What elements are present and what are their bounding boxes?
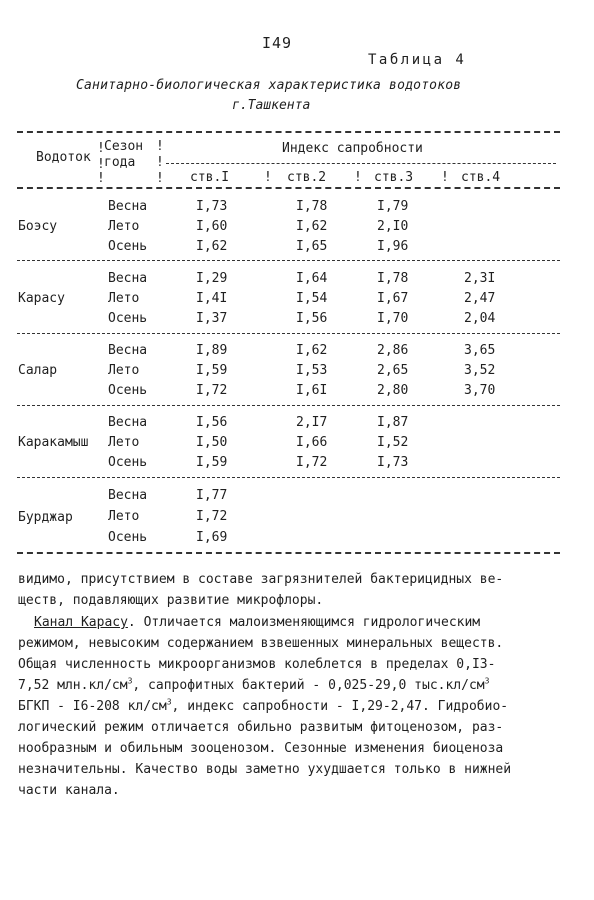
value-cell: I,78: [296, 199, 328, 214]
value-cell: 2,80: [377, 383, 409, 398]
header-separator: !: [156, 155, 164, 170]
header-st3: ств.3: [374, 170, 414, 185]
section-heading: Канал Карасу: [34, 615, 128, 630]
text-line: ществ, подавляющих развитие микрофлоры.: [18, 593, 324, 608]
value-cell: I,52: [377, 435, 409, 450]
season: Осень: [108, 311, 148, 326]
header-st1: ств.I: [190, 170, 230, 185]
value-cell: I,72: [196, 509, 228, 524]
text-run: . Отличается малоизменяющимся гидрологическим: [127, 615, 481, 630]
stream-name: Салар: [18, 363, 58, 378]
value-cell: I,62: [296, 219, 328, 234]
value-cell: 3,70: [464, 383, 496, 398]
header-separator: !: [441, 170, 449, 185]
value-cell: I,62: [196, 239, 228, 254]
group-rule: [17, 405, 560, 406]
value-cell: 2,65: [377, 363, 409, 378]
table-label: Таблица 4: [368, 52, 467, 68]
season: Осень: [108, 239, 148, 254]
header-season-line1: Сезон: [104, 139, 144, 154]
stream-name: Боэсу: [18, 219, 58, 234]
season: Весна: [108, 488, 148, 503]
value-cell: I,4I: [196, 291, 228, 306]
text-line: незначительны. Качество воды заметно ухудшается только в нижней: [18, 762, 512, 777]
stream-name: Бурджар: [18, 510, 73, 525]
text-line: логический режим отличается обильно развитым фитоценозом, раз-: [18, 720, 504, 735]
table-title-line1: Санитарно-биологическая характеристика водотоков: [76, 78, 462, 93]
value-cell: I,60: [196, 219, 228, 234]
value-cell: I,56: [296, 311, 328, 326]
value-cell: I,87: [377, 415, 409, 430]
text-line: [18, 696, 508, 717]
season: Весна: [108, 343, 148, 358]
value-cell: I,56: [196, 415, 228, 430]
season: Лето: [108, 219, 140, 234]
table-top-rule: [17, 131, 560, 133]
value-cell: I,53: [296, 363, 328, 378]
superscript: 3: [166, 697, 172, 707]
value-cell: I,77: [196, 488, 228, 503]
header-stream: Водоток: [36, 150, 91, 165]
value-cell: I,6I: [296, 383, 328, 398]
header-separator: !: [156, 139, 164, 154]
header-season-line2: года: [104, 155, 136, 170]
season: Осень: [108, 530, 148, 545]
header-st4: ств.4: [461, 170, 501, 185]
text-line: Общая численность микроорганизмов колеблется в пределах 0,I3-: [18, 657, 496, 672]
value-cell: I,29: [196, 271, 228, 286]
group-rule: [17, 260, 560, 261]
text-line: [18, 675, 489, 696]
text-line: нообразным и обильным зооценозом. Сезонные изменения биоценоза: [18, 741, 504, 756]
stream-name: Каракамыш: [18, 435, 89, 450]
season: Осень: [108, 383, 148, 398]
season: Весна: [108, 271, 148, 286]
text-line: части канала.: [18, 783, 120, 798]
value-cell: 3,65: [464, 343, 496, 358]
header-separator: !: [156, 171, 164, 186]
value-cell: I,73: [196, 199, 228, 214]
header-separator: !: [264, 170, 272, 185]
value-cell: I,73: [377, 455, 409, 470]
value-cell: I,54: [296, 291, 328, 306]
header-st2: ств.2: [287, 170, 327, 185]
value-cell: I,78: [377, 271, 409, 286]
season: Лето: [108, 435, 140, 450]
page-number: I49: [262, 34, 293, 52]
text-line: [34, 612, 480, 633]
season: Весна: [108, 199, 148, 214]
text-run: БГКП - I6-208 кл/см: [18, 699, 167, 714]
header-subrule: [166, 163, 556, 164]
value-cell: I,59: [196, 455, 228, 470]
header-separator: !: [97, 141, 105, 156]
value-cell: I,89: [196, 343, 228, 358]
value-cell: 2,47: [464, 291, 496, 306]
text-run: 7,52 млн.кл/см: [18, 678, 128, 693]
header-index: Индекс сапробности: [282, 141, 423, 156]
superscript: 3: [484, 676, 490, 686]
value-cell: I,37: [196, 311, 228, 326]
group-rule: [17, 477, 560, 478]
text-run: , сапрофитных бактерий - 0,025-29,0 тыс.кл/см: [132, 678, 485, 693]
season: Весна: [108, 415, 148, 430]
season: Лето: [108, 509, 140, 524]
season: Лето: [108, 363, 140, 378]
text-line: режимом, невысоким содержанием взвешенных минеральных веществ.: [18, 636, 504, 651]
text-line: видимо, присутствием в составе загрязнителей бактерицидных ве-: [18, 572, 504, 587]
value-cell: I,50: [196, 435, 228, 450]
value-cell: I,72: [296, 455, 328, 470]
table-bottom-rule: [17, 552, 560, 554]
value-cell: I,64: [296, 271, 328, 286]
group-rule: [17, 333, 560, 334]
stream-name: Карасу: [18, 291, 65, 306]
value-cell: I,65: [296, 239, 328, 254]
value-cell: I,67: [377, 291, 409, 306]
season: Осень: [108, 455, 148, 470]
superscript: 3: [127, 676, 133, 686]
header-bottom-rule: [17, 187, 560, 189]
value-cell: 2,04: [464, 311, 496, 326]
header-separator: !: [97, 171, 105, 186]
value-cell: I,72: [196, 383, 228, 398]
value-cell: I,69: [196, 530, 228, 545]
value-cell: I,59: [196, 363, 228, 378]
season: Лето: [108, 291, 140, 306]
table-title-line2: г.Ташкента: [232, 98, 311, 113]
value-cell: I,96: [377, 239, 409, 254]
header-separator: !: [354, 170, 362, 185]
value-cell: I,79: [377, 199, 409, 214]
value-cell: I,62: [296, 343, 328, 358]
value-cell: I,66: [296, 435, 328, 450]
text-run: , индекс сапробности - I,29-2,47. Гидробио-: [171, 699, 509, 714]
value-cell: 2,I7: [296, 415, 328, 430]
header-separator: !: [97, 157, 105, 172]
value-cell: I,70: [377, 311, 409, 326]
value-cell: 3,52: [464, 363, 496, 378]
value-cell: 2,86: [377, 343, 409, 358]
value-cell: 2,I0: [377, 219, 409, 234]
value-cell: 2,3I: [464, 271, 496, 286]
